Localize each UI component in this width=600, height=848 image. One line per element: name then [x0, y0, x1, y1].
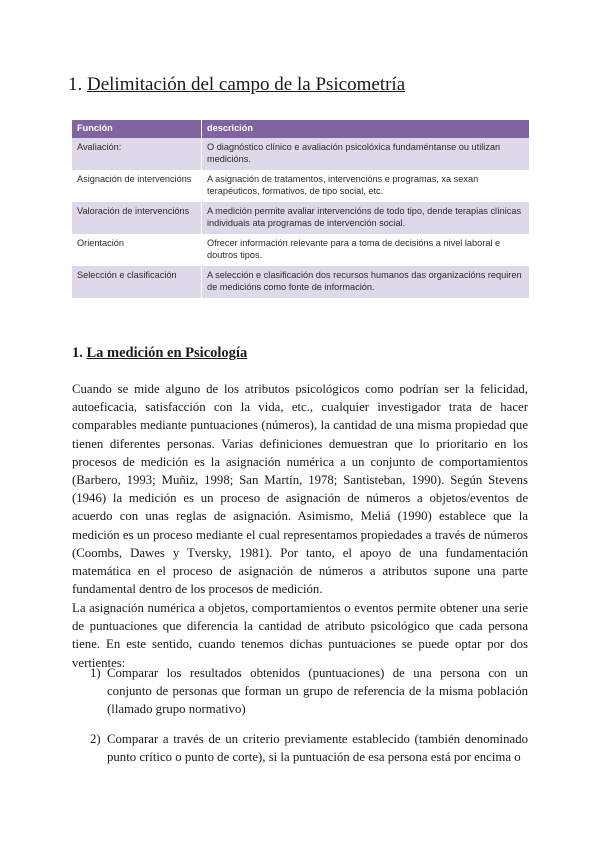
functions-table [72, 120, 529, 298]
table-row [72, 266, 529, 298]
table-header-row [72, 120, 529, 138]
table-cell-funcion: Asignación de intervencións [72, 170, 202, 202]
list-item [72, 730, 528, 766]
table-cell-descricion: A asignación de tratamentos, intervencións e programas, xa sexan terapéuticos, formativos, de tipo social, etc. [202, 170, 530, 202]
list-item-text: Comparar los resultados obtenidos (puntuaciones) de una persona con un conjunto de personas que forman un grupo de referencia de la misma población (llamado grupo normativo) [107, 666, 528, 717]
table-cell-funcion: Selección e clasificación [72, 266, 202, 298]
table-cell-descricion: O diagnóstico clínico e avaliación psicolóxica fundaméntanse ou utilizan medicións. [202, 138, 530, 170]
table-cell-funcion: Orientación [72, 234, 202, 266]
table-cell-descricion: A selección e clasificación dos recursos humanos das organizacións requiren de medicións como fonte de información. [202, 266, 530, 298]
table-cell-funcion: Valoración de intervencións [72, 202, 202, 234]
table-cell-descricion: A medición permite avaliar intervencións de todo tipo, dende terapias clínicas individuais ata programas de intervención social. [202, 202, 530, 234]
section-number: 1. [68, 74, 83, 95]
body-paragraph-2: La asignación numérica a objetos, comportamientos o eventos permite obtener una serie de puntuaciones que diferencia la cantidad de atributo psicológico que cada persona tiene. En este sentido, cuando tenemos dichas puntuaciones se puede optar por dos vertientes: [72, 601, 528, 670]
list-item-number: 1) [90, 666, 101, 680]
section-title-text: La medición en Psicología [86, 345, 248, 361]
table-row [72, 170, 529, 202]
section-title-2 [72, 345, 247, 362]
table-row [72, 138, 529, 170]
list-item-number: 2) [90, 732, 101, 746]
table-cell-funcion: Avaliación: [72, 138, 202, 170]
column-header-descricion: descrición [202, 120, 530, 138]
section-number: 1. [72, 345, 83, 361]
list-item [72, 664, 528, 719]
table-row [72, 202, 529, 234]
table-cell-descricion: Ofrecer información relevante para a toma de decisións a nivel laboral e doutros tipos. [202, 234, 530, 266]
list-item-text: Comparar a través de un criterio previamente establecido (también denominado punto crítico o punto de corte), si la puntuación de esa persona está por encima o [107, 732, 528, 765]
table-row [72, 234, 529, 266]
section-title-1 [68, 74, 405, 96]
column-header-funcion: Función [72, 120, 202, 138]
body-paragraph-1: Cuando se mide alguno de los atributos psicológicos como podrían ser la felicidad, autoeficacia, satisfacción con la vida, etc., cualquier investigador trata de hacer comparables mediante puntuaciones (números), la cantidad de una misma propiedad que tienen diferentes personas. Varias definiciones demuestran que lo prioritario en los procesos de medición es la asignación numérica a un conjunto de comportamientos (Barbero, 1993; Muñiz, 1998; San Martín, 1978; Santisteban, 1990). Según Stevens (1946) la medición es un proceso de asignación de números a objetos/eventos de acuerdo con unas reglas de asignación. Asimismo, Meliá (1990) establece que la medición es un proceso mediante el cual representamos propiedades a través de números (Coombs, Dawes y Tversky, 1981). Por tanto, el apoyo de una fundamentación matemática en el proceso de asignación de números a atributos supone una parte fundamental dentro de los procesos de medición. [72, 382, 528, 597]
section-title-text: Delimitación del campo de la Psicometría [87, 74, 406, 95]
